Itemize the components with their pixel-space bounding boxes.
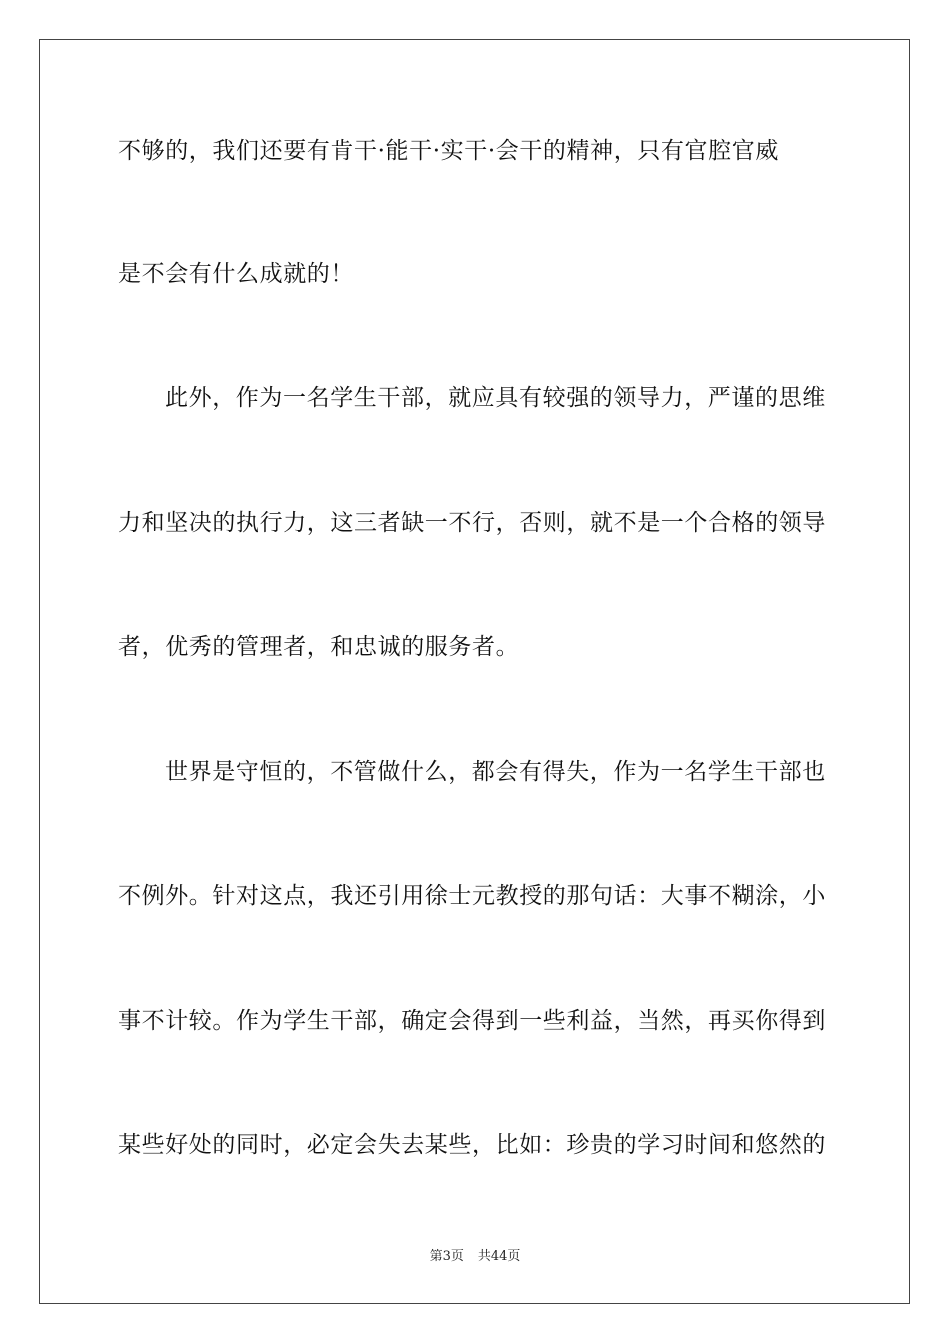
page-number: 第3页 [429, 1249, 464, 1264]
body-text-line: 力和坚决的执行力，这三者缺一不行，否则，就不是一个合格的领导 [118, 510, 826, 536]
body-text-line: 世界是守恒的，不管做什么，都会有得失，作为一名学生干部也 [165, 759, 826, 785]
page-footer [0, 1248, 950, 1266]
body-text-line: 不够的，我们还要有肯干·能干·实干·会干的精神，只有官腔官威 [118, 138, 779, 164]
body-text-line: 不例外。针对这点，我还引用徐士元教授的那句话：大事不糊涂，小 [118, 883, 826, 909]
page-border [39, 39, 910, 1304]
body-text-line: 者，优秀的管理者，和忠诚的服务者。 [118, 634, 520, 660]
total-pages: 共44页 [477, 1249, 521, 1264]
body-text-line: 此外，作为一名学生干部，就应具有较强的领导力，严谨的思维 [165, 385, 826, 411]
body-text-line: 事不计较。作为学生干部，确定会得到一些利益，当然，再买你得到 [118, 1008, 826, 1034]
body-text-line: 是不会有什么成就的！ [118, 261, 354, 287]
body-text-line: 某些好处的同时，必定会失去某些，比如：珍贵的学习时间和悠然的 [118, 1132, 826, 1158]
